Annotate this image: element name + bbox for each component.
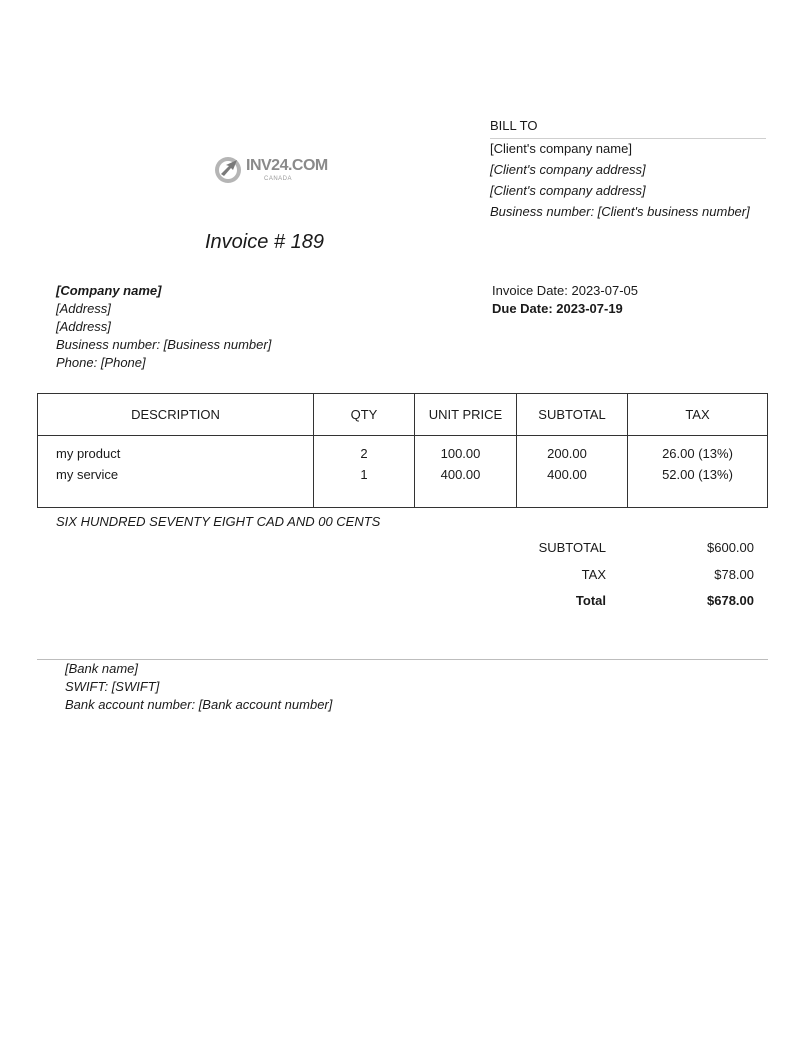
bill-to-heading: BILL TO xyxy=(490,118,538,133)
invoice-date: Invoice Date: 2023-07-05 xyxy=(492,283,638,298)
company-business-number: Business number: [Business number] xyxy=(56,337,272,352)
bill-to-divider xyxy=(490,138,766,139)
total-label: Total xyxy=(575,593,606,608)
header-description: DESCRIPTION xyxy=(131,407,220,422)
row-description: my service xyxy=(56,467,119,482)
company-block xyxy=(56,282,271,372)
bank-swift: SWIFT: [SWIFT] xyxy=(65,679,160,694)
company-address-2: [Address] xyxy=(56,319,111,334)
upload-arrow-icon xyxy=(212,152,246,186)
bank-details xyxy=(65,660,332,714)
row-subtotal: 400.00 xyxy=(547,467,587,482)
amount-in-words: SIX HUNDRED SEVENTY EIGHT CAD AND 00 CENTS xyxy=(56,514,381,529)
subtotal-value: $600.00 xyxy=(707,540,754,555)
logo-subtext: CANADA xyxy=(264,176,293,182)
row-qty: 1 xyxy=(360,467,368,482)
total-value: $678.00 xyxy=(707,593,754,608)
row-description: my product xyxy=(56,446,121,461)
header-qty: QTY xyxy=(350,407,378,422)
row-tax: 52.00 (13%) xyxy=(662,467,733,482)
client-business-number: Business number: [Client's business number] xyxy=(490,204,750,219)
company-address-1: [Address] xyxy=(56,301,111,316)
client-address-1: [Client's company address] xyxy=(490,162,646,177)
subtotal-label: SUBTOTAL xyxy=(538,540,606,555)
tax-label: TAX xyxy=(581,567,606,582)
bank-name: [Bank name] xyxy=(65,661,138,676)
items-table xyxy=(37,393,768,508)
row-unit-price: 100.00 xyxy=(440,446,481,461)
tax-value: $78.00 xyxy=(714,567,754,582)
row-tax: 26.00 (13%) xyxy=(662,446,733,461)
client-address-2: [Client's company address] xyxy=(490,183,646,198)
due-date: Due Date: 2023-07-19 xyxy=(492,301,623,316)
bank-account-number: Bank account number: [Bank account number] xyxy=(65,697,333,712)
row-qty: 2 xyxy=(360,446,368,461)
row-unit-price: 400.00 xyxy=(440,467,481,482)
logo-text: INV24.COM xyxy=(246,157,328,174)
header-unit-price: UNIT PRICE xyxy=(428,407,503,422)
header-tax: TAX xyxy=(685,407,710,422)
header-subtotal: SUBTOTAL xyxy=(538,407,606,422)
invoice-dates xyxy=(492,282,638,318)
invoice-title: Invoice # 189 xyxy=(205,231,324,253)
company-phone: Phone: [Phone] xyxy=(56,355,146,370)
company-name: [Company name] xyxy=(56,283,162,298)
client-company-name: [Client's company name] xyxy=(490,141,632,156)
row-subtotal: 200.00 xyxy=(547,446,587,461)
